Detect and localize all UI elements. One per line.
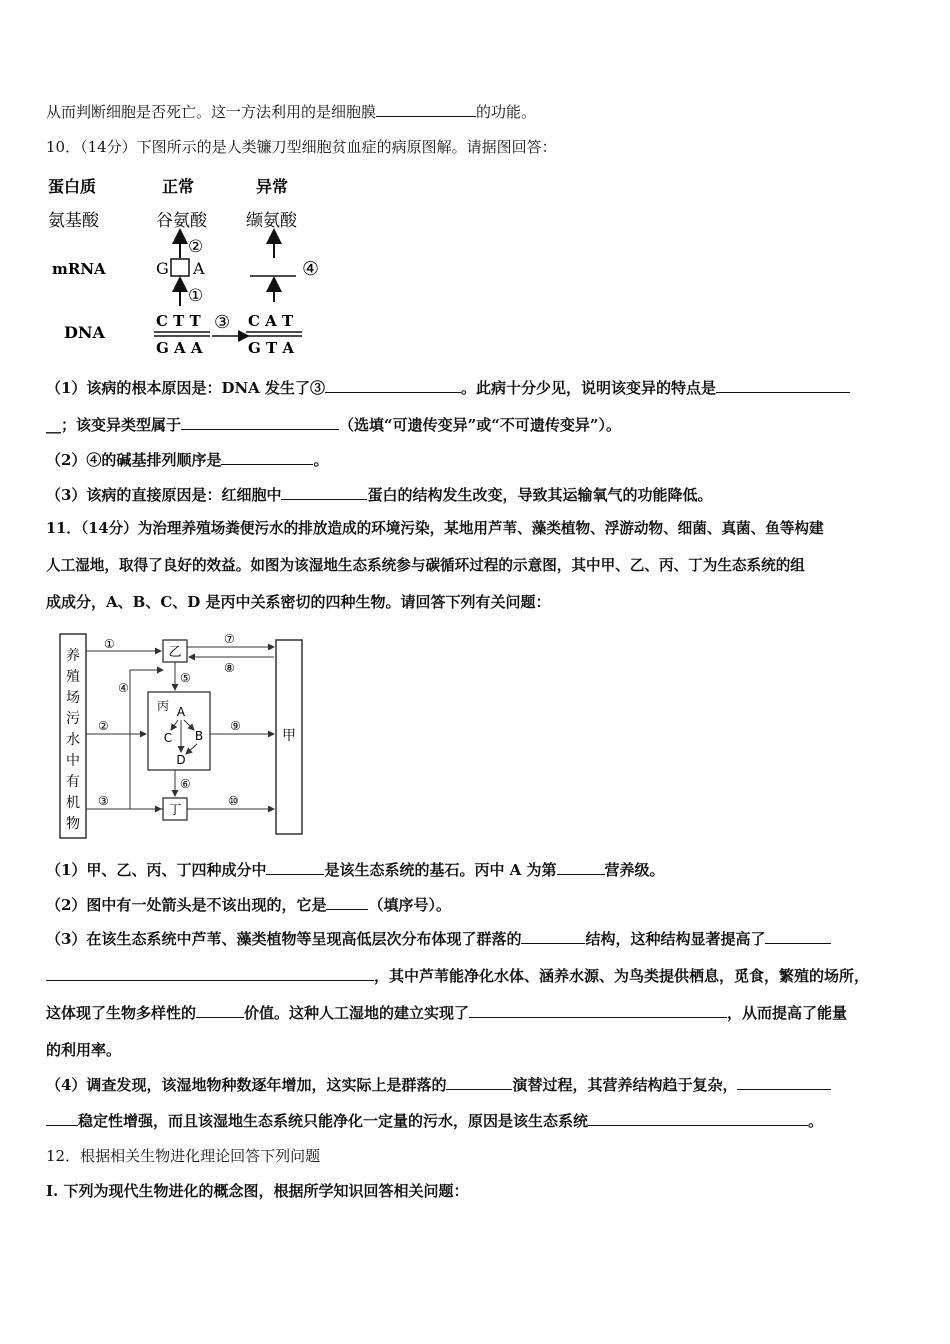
blank — [221, 450, 313, 465]
q10-part2: （2）④的碱基排列顺序是 。 — [46, 451, 329, 469]
mrna-left-base: G — [156, 259, 169, 278]
label-amino-acid: 氨基酸 — [48, 211, 99, 231]
blank — [281, 485, 367, 500]
q11-part1: （1）甲、乙、丙、丁四种成分中 是该生态系统的基石。丙中 A 为第 营养级。 — [46, 861, 665, 879]
blank — [446, 1075, 512, 1090]
blank — [521, 929, 585, 944]
yi-label: 乙 — [168, 645, 182, 660]
source-label-char: 养 — [66, 648, 80, 664]
mark-6: ⑥ — [180, 777, 191, 791]
mark-5: ⑤ — [180, 671, 191, 685]
mark-2: ② — [98, 719, 109, 733]
org-a: A — [176, 705, 186, 719]
blank — [181, 415, 339, 430]
mark-3: ③ — [214, 312, 231, 333]
source-label-char: 污 — [66, 711, 80, 727]
org-b: B — [194, 729, 204, 743]
ding-label: 丁 — [168, 803, 182, 818]
mark-9: ⑨ — [230, 719, 241, 733]
normal-amino-acid: 谷氨酸 — [156, 211, 207, 231]
blank — [326, 895, 368, 910]
blank — [588, 1111, 808, 1126]
q10-part1-line-a: （1）该病的根本原因是：DNA 发生了③ 。此病十分少见，说明该变异的特点是 — [46, 378, 910, 398]
q11-intro-a: 11．（14分）为治理养殖场粪便污水的排放造成的环境污染，某地用芦苇、藻类植物、浮游动物、细菌、真菌、鱼等构建 — [46, 520, 824, 537]
dna-normal-bottom: G A A — [156, 339, 203, 357]
header-abnormal: 异常 — [256, 177, 289, 196]
question-12-part-i: I. 下列为现代生物进化的概念图，根据所学知识回答相关问题： — [46, 1182, 469, 1200]
header-protein: 蛋白质 — [48, 177, 97, 196]
q11-part2: （2）图中有一处箭头是不该出现的，它是 （填序号）。 — [46, 896, 451, 914]
blank — [266, 860, 324, 875]
source-label-char: 物 — [66, 816, 80, 832]
source-label-char: 殖 — [66, 669, 80, 685]
q10-part1-line-b: __；该变异类型属于 （选填“可遗传变异”或“不可遗传变异”）。 — [46, 416, 622, 434]
q11-part3-b: ，其中芦苇能净化水体、涵养水源、为鸟类提供栖息，觅食，繁殖的场所， — [46, 966, 910, 986]
bing-label: 丙 — [156, 699, 170, 713]
blank — [737, 1075, 831, 1090]
mark-4: ④ — [118, 681, 129, 695]
blank — [765, 929, 831, 944]
blank — [469, 1003, 727, 1018]
header-normal: 正常 — [162, 177, 195, 196]
mark-10: ⑩ — [228, 794, 239, 808]
blank — [46, 966, 374, 981]
q11-part3-c: 这体现了生物多样性的 价值。这种人工湿地的建立实现了 ，从而提高了能量 — [46, 1004, 848, 1022]
dna-normal-top: C T T — [156, 312, 201, 330]
q11-part4-a: （4）调查发现，该湿地物种数逐年增加，这实际上是群落的 演替过程，其营养结构趋于复杂， — [46, 1075, 910, 1095]
mark-7: ⑦ — [224, 632, 235, 646]
mark-1: ① — [104, 637, 115, 651]
source-label-char: 机 — [66, 795, 80, 811]
org-c: C — [163, 731, 173, 745]
q11-part3-d: 的利用率。 — [46, 1041, 122, 1059]
source-label-char: 场 — [66, 690, 80, 706]
source-label-char: 水 — [66, 732, 80, 748]
mark-8: ⑧ — [224, 661, 235, 675]
mark-3: ③ — [98, 794, 109, 808]
q11-intro-b: 人工湿地，取得了良好的效益。如图为该湿地生态系统参与碳循环过程的示意图，其中甲、乙、丙、丁为生态系统的组 — [46, 557, 805, 574]
mrna-blank-box — [171, 259, 189, 276]
blank — [196, 1003, 244, 1018]
dna-abnormal-top: C A T — [248, 312, 294, 330]
blank — [376, 102, 476, 117]
question-10-title: 10．（14分）下图所示的是人类镰刀型细胞贫血症的病原图解。请据图回答： — [46, 138, 557, 156]
org-d: D — [176, 753, 186, 767]
dna-abnormal-bottom: G T A — [248, 339, 295, 357]
q10-part3: （3）该病的直接原因是：红细胞中 蛋白的结构发生改变，导致其运输氧气的功能降低。 — [46, 486, 713, 504]
jia-label: 甲 — [282, 728, 296, 744]
q11-intro-c: 成成分，A、B、C、D 是丙中关系密切的四种生物。请回答下列有关问题： — [46, 593, 551, 611]
label-mrna: mRNA — [52, 260, 106, 278]
mark-2: ② — [188, 237, 204, 257]
blank — [46, 1111, 78, 1126]
q11-part3-a: （3）在该生态系统中芦苇、藻类植物等呈现高低层次分布体现了群落的 结构，这种结构显著提高了 — [46, 929, 910, 949]
mark-1: ① — [188, 286, 204, 306]
blank — [557, 860, 605, 875]
q11-part4-b: 稳定性增强，而且该湿地生态系统只能净化一定量的污水，原因是该生态系统 。 — [46, 1111, 910, 1131]
source-label-char: 有 — [66, 774, 80, 790]
blank — [716, 378, 850, 393]
abnormal-amino-acid: 缬氨酸 — [246, 211, 297, 231]
sickle-cell-diagram — [40, 170, 340, 370]
label-dna: DNA — [64, 323, 105, 342]
line-membrane-function: 从而判断细胞是否死亡。这一方法利用的是细胞膜 的功能。 — [46, 103, 537, 121]
question-12-title: 12．根据相关生物进化理论回答下列问题 — [46, 1147, 321, 1165]
blank — [325, 378, 461, 393]
carbon-cycle-diagram — [50, 630, 320, 842]
source-label-char: 中 — [66, 753, 80, 769]
mrna-right-base: A — [193, 259, 205, 278]
mark-4: ④ — [302, 258, 320, 280]
